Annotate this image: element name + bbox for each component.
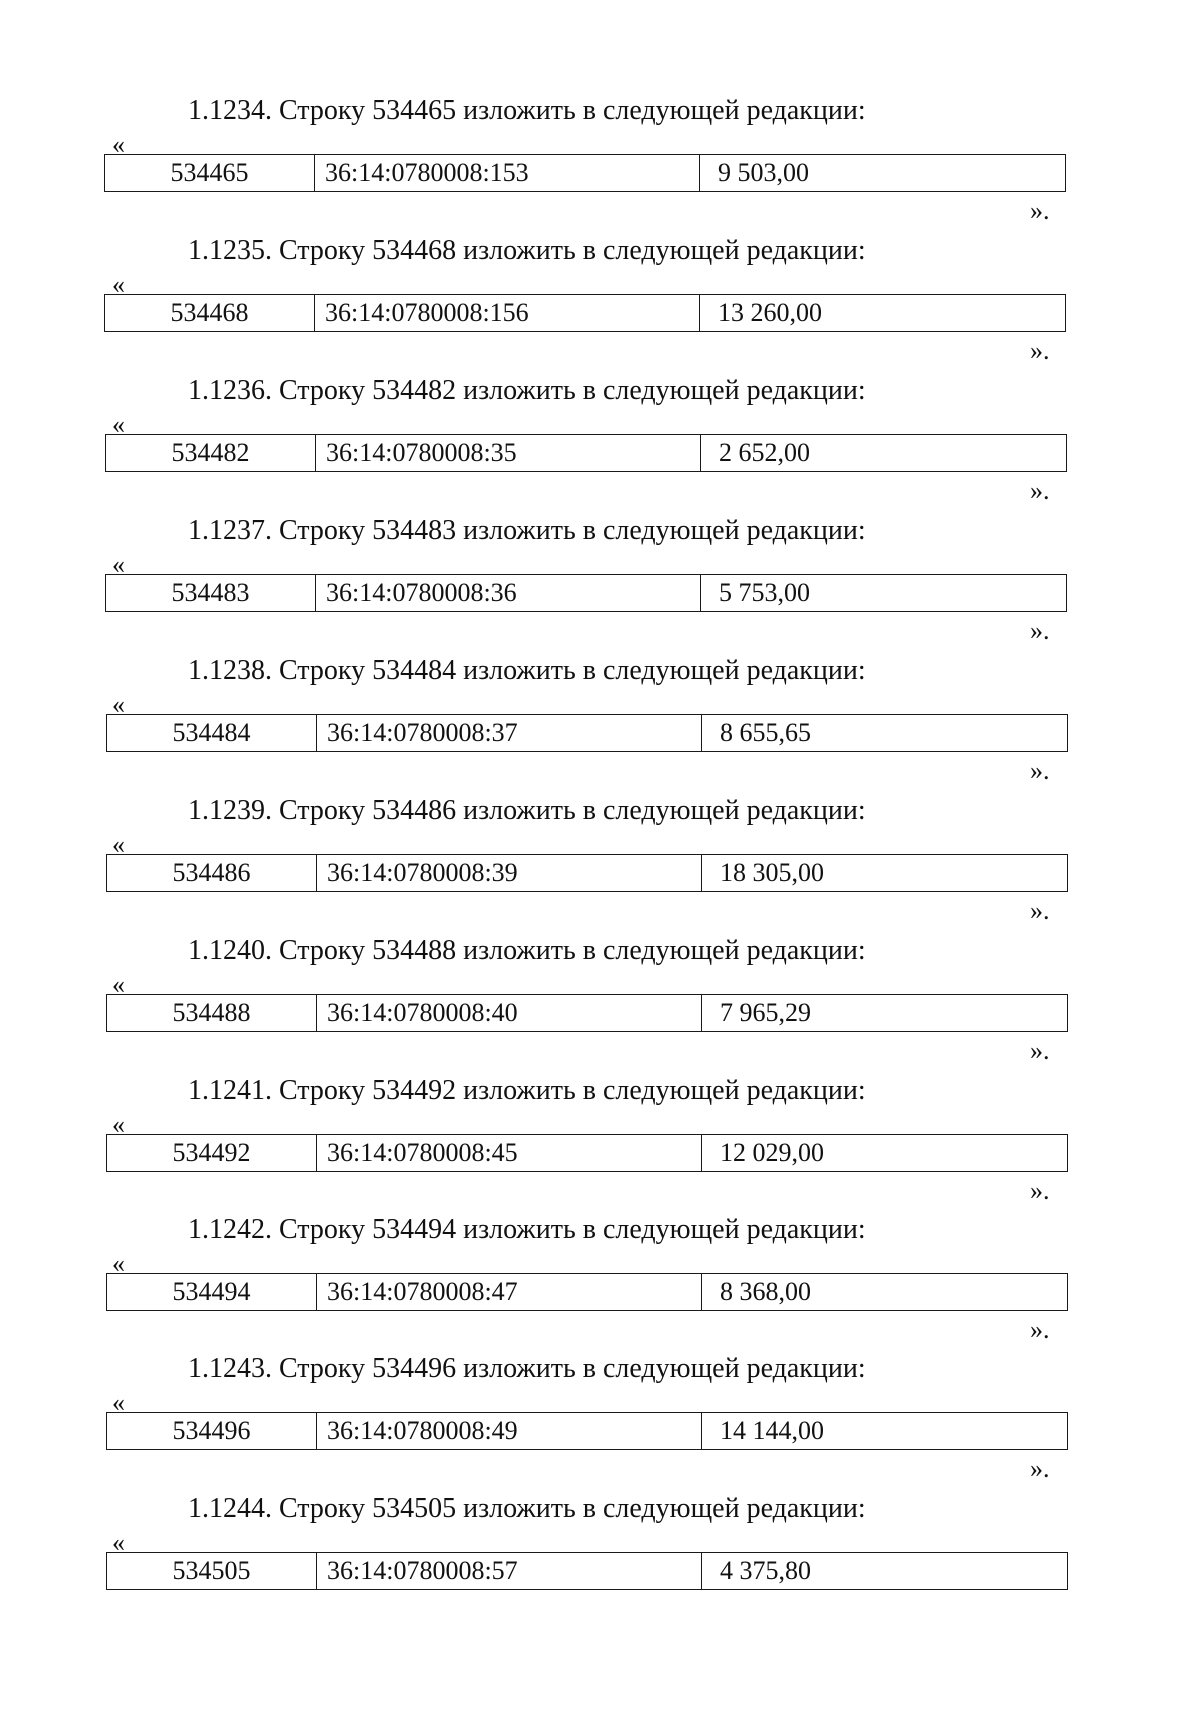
row-number-cell: 534496 [107,1413,317,1449]
value-cell: 13 260,00 [718,298,822,327]
table-row [104,294,1066,332]
row-number-cell: 534492 [107,1135,317,1171]
amendment-heading: 1.1236. Строку 534482 изложить в следующей редакции: [188,375,866,406]
opening-quote: « [112,550,125,579]
cadastral-number-cell: 36:14:0780008:57 [317,1553,702,1589]
cadastral-number-cell: 36:14:0780008:45 [317,1135,702,1171]
amendment-heading: 1.1244. Строку 534505 изложить в следующей редакции: [188,1493,866,1524]
amendment-heading: 1.1240. Строку 534488 изложить в следующей редакции: [188,935,866,966]
opening-quote: « [112,410,125,439]
table-row [106,854,1068,892]
cadastral-number-cell: 36:14:0780008:35 [316,435,701,471]
cadastral-number-cell: 36:14:0780008:36 [316,575,701,611]
amendment-heading: 1.1239. Строку 534486 изложить в следующей редакции: [188,795,866,826]
amendment-entry [0,654,1200,794]
opening-quote: « [112,1110,125,1139]
closing-quote: ». [1030,1454,1050,1483]
value-cell: 14 144,00 [720,1416,824,1445]
value-cell: 4 375,80 [720,1556,811,1585]
value-cell: 12 029,00 [720,1138,824,1167]
cadastral-number-cell: 36:14:0780008:37 [317,715,702,751]
table-row [105,574,1067,612]
opening-quote: « [112,1388,125,1417]
row-number-cell: 534494 [107,1274,317,1310]
closing-quote: ». [1030,896,1050,925]
closing-quote: ». [1030,336,1050,365]
opening-quote: « [112,1249,125,1278]
amendment-heading: 1.1238. Строку 534484 изложить в следующей редакции: [188,655,866,686]
value-cell: 9 503,00 [718,158,809,187]
row-number-cell: 534468 [105,295,315,331]
amendment-entry [0,234,1200,374]
amendment-entry [0,514,1200,654]
value-cell: 8 655,65 [720,718,811,747]
table-row [106,1273,1068,1311]
amendment-entry [0,1074,1200,1214]
row-number-cell: 534484 [107,715,317,751]
value-cell: 2 652,00 [719,438,810,467]
cadastral-number-cell: 36:14:0780008:47 [317,1274,702,1310]
value-cell: 18 305,00 [720,858,824,887]
amendment-heading: 1.1237. Строку 534483 изложить в следующей редакции: [188,515,866,546]
amendment-entry [0,1352,1200,1492]
table-row [106,714,1068,752]
value-cell: 7 965,29 [720,998,811,1027]
closing-quote: ». [1030,476,1050,505]
cadastral-number-cell: 36:14:0780008:153 [315,155,700,191]
opening-quote: « [112,970,125,999]
closing-quote: ». [1030,756,1050,785]
amendment-entry [0,1213,1200,1353]
amendment-entry [0,794,1200,934]
row-number-cell: 534505 [107,1553,317,1589]
amendment-entry [0,934,1200,1074]
row-number-cell: 534482 [106,435,316,471]
table-row [105,434,1067,472]
opening-quote: « [112,130,125,159]
table-row [104,154,1066,192]
opening-quote: « [112,270,125,299]
row-number-cell: 534483 [106,575,316,611]
amendment-heading: 1.1235. Строку 534468 изложить в следующей редакции: [188,235,866,266]
table-row [106,1412,1068,1450]
value-cell: 8 368,00 [720,1277,811,1306]
table-row [106,1134,1068,1172]
table-row [106,994,1068,1032]
cadastral-number-cell: 36:14:0780008:49 [317,1413,702,1449]
cadastral-number-cell: 36:14:0780008:39 [317,855,702,891]
closing-quote: ». [1030,196,1050,225]
row-number-cell: 534486 [107,855,317,891]
amendment-entry [0,94,1200,234]
row-number-cell: 534465 [105,155,315,191]
closing-quote: ». [1030,1176,1050,1205]
value-cell: 5 753,00 [719,578,810,607]
cadastral-number-cell: 36:14:0780008:156 [315,295,700,331]
amendment-heading: 1.1234. Строку 534465 изложить в следующей редакции: [188,95,866,126]
opening-quote: « [112,690,125,719]
closing-quote: ». [1030,1315,1050,1344]
amendment-heading: 1.1242. Строку 534494 изложить в следующей редакции: [188,1214,866,1245]
opening-quote: « [112,1528,125,1557]
closing-quote: ». [1030,1036,1050,1065]
amendment-entry [0,1492,1200,1632]
amendment-entry [0,374,1200,514]
cadastral-number-cell: 36:14:0780008:40 [317,995,702,1031]
amendment-heading: 1.1241. Строку 534492 изложить в следующей редакции: [188,1075,866,1106]
table-row [106,1552,1068,1590]
row-number-cell: 534488 [107,995,317,1031]
amendment-heading: 1.1243. Строку 534496 изложить в следующей редакции: [188,1353,866,1384]
closing-quote: ». [1030,616,1050,645]
opening-quote: « [112,830,125,859]
